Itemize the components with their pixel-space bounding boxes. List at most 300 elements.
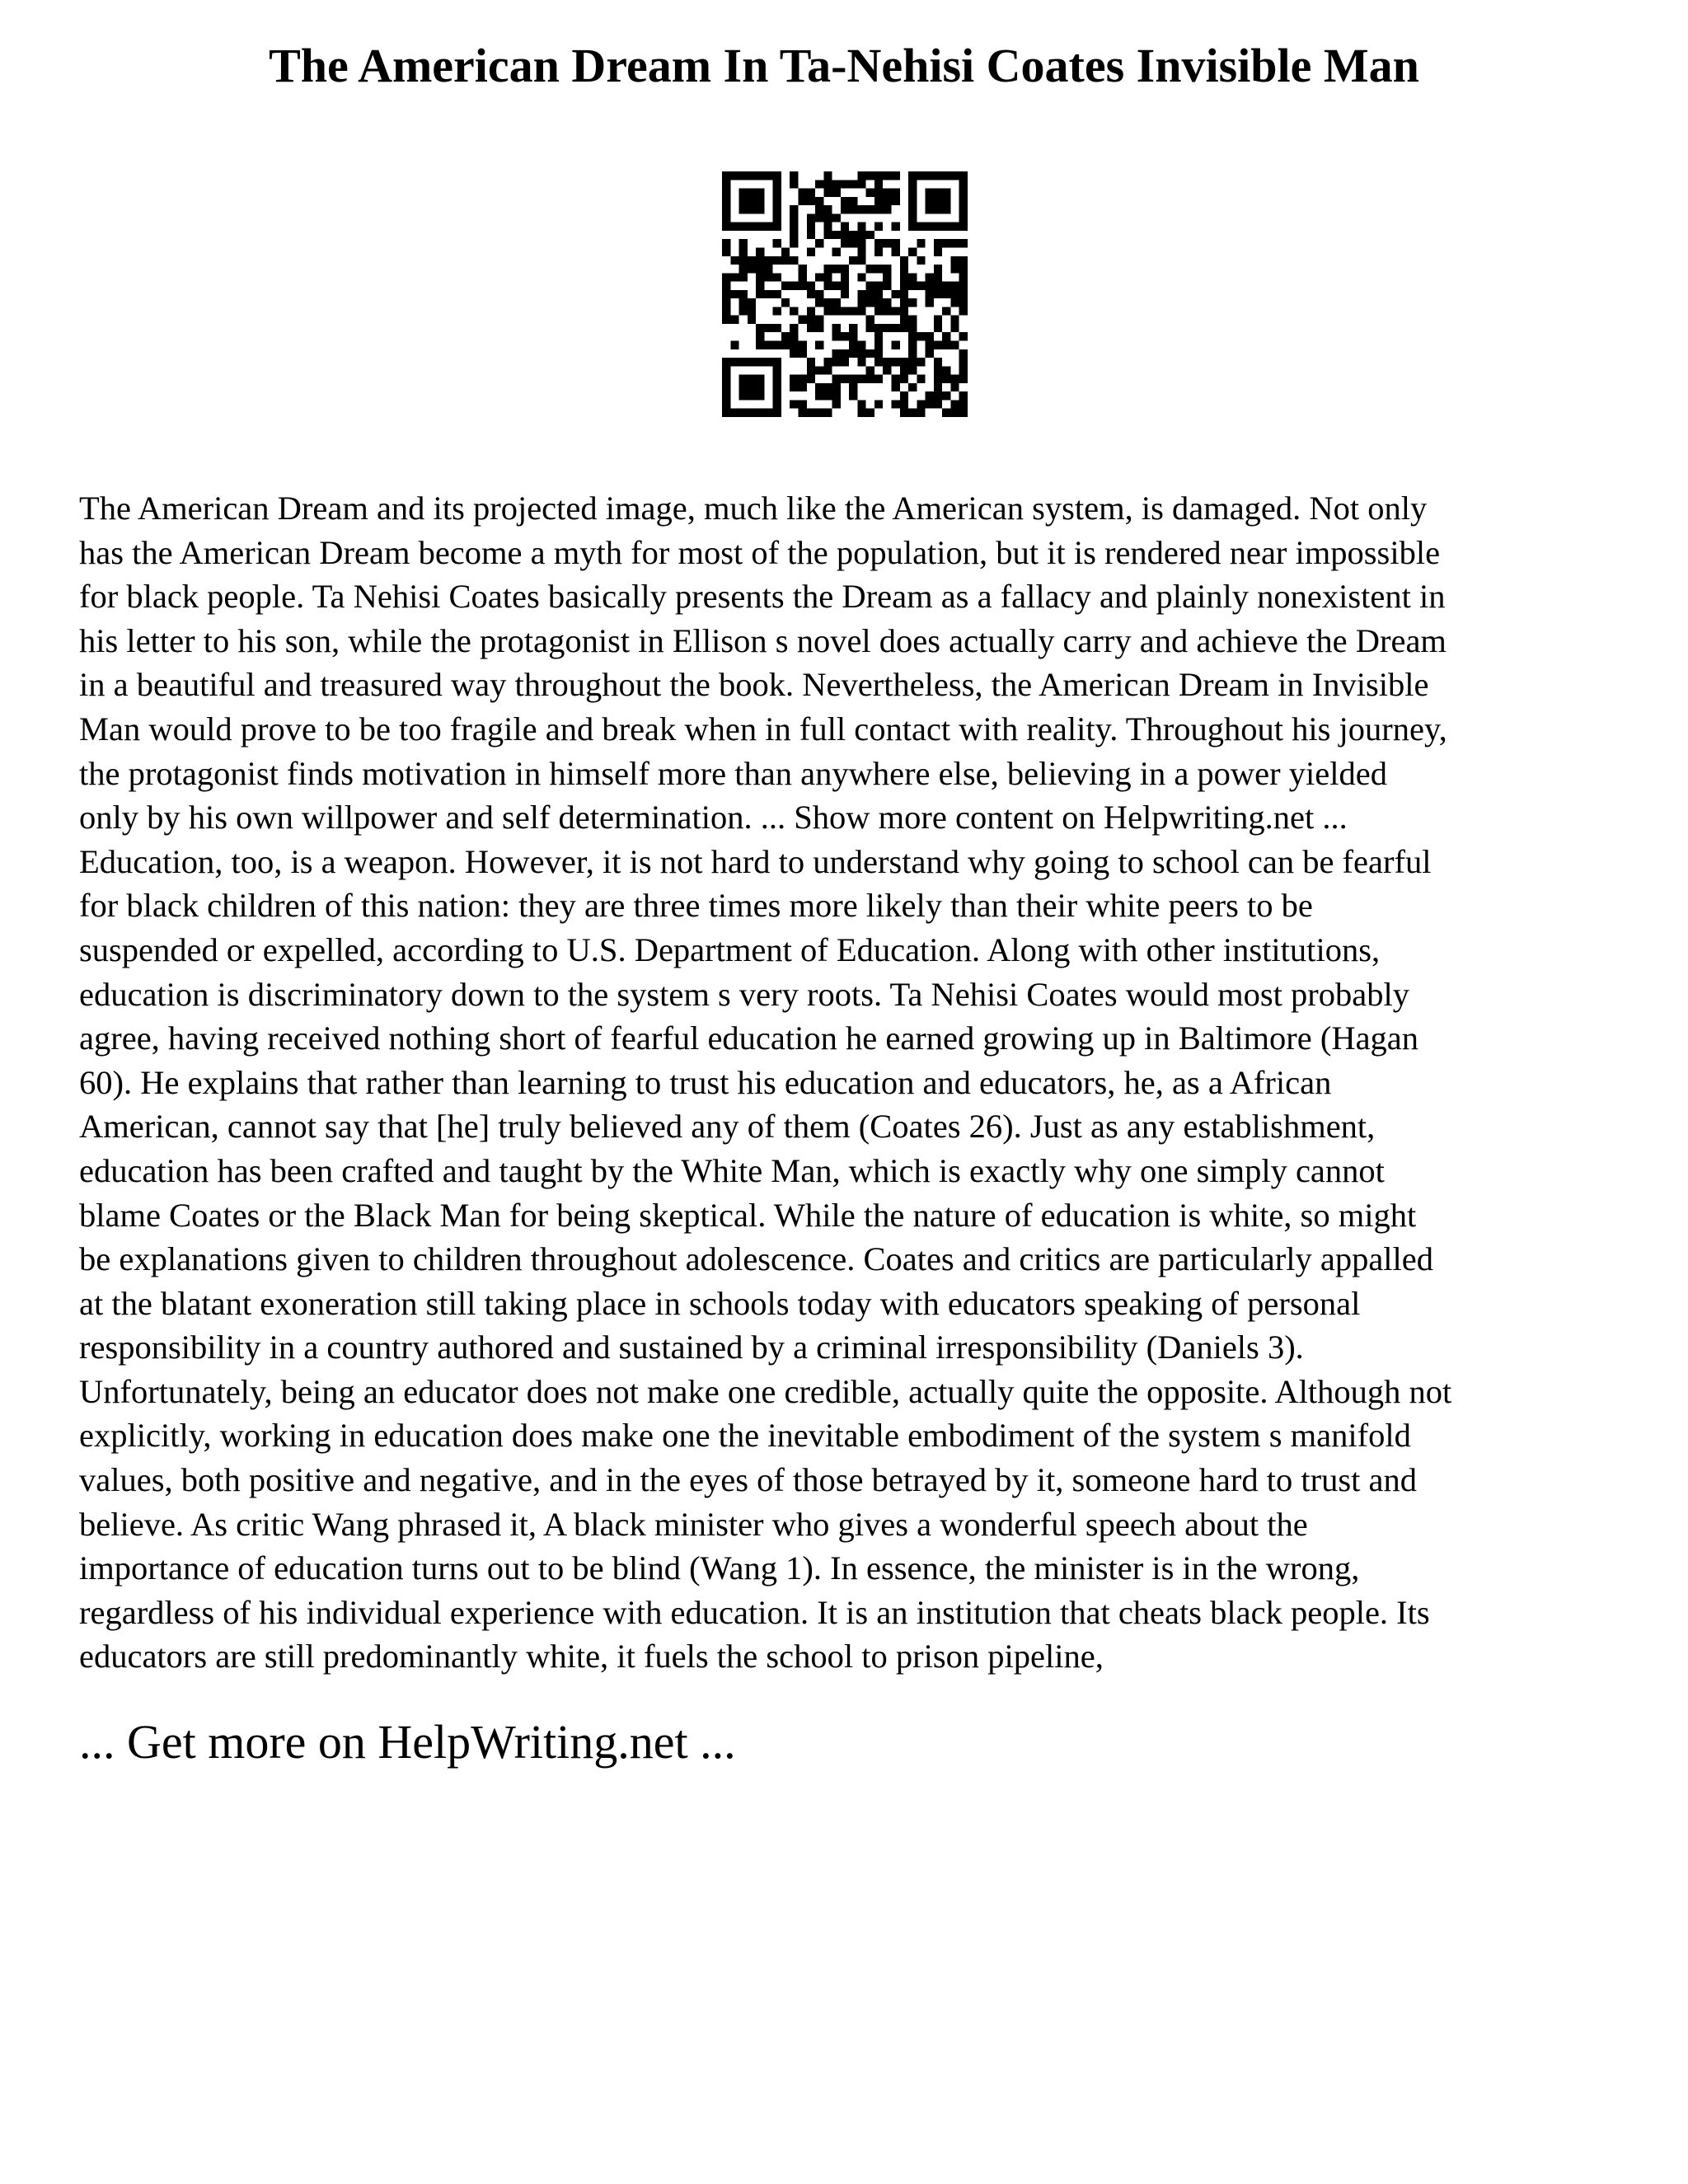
qr-module bbox=[926, 273, 934, 281]
qr-module bbox=[866, 298, 874, 307]
qr-module bbox=[764, 171, 772, 180]
qr-module bbox=[730, 316, 738, 324]
qr-module bbox=[756, 273, 764, 281]
qr-module bbox=[857, 273, 865, 281]
qr-module bbox=[773, 358, 781, 366]
qr-module bbox=[756, 189, 764, 197]
qr-module bbox=[857, 341, 865, 349]
qr-module bbox=[823, 383, 832, 391]
text-line: educators are still predominantly white, it fuels the school to prison pipeline, bbox=[79, 1638, 1104, 1675]
qr-module bbox=[798, 273, 806, 281]
qr-module bbox=[874, 189, 883, 197]
text-line: explicitly, working in education does make one the inevitable embodiment of the system s manifold bbox=[79, 1417, 1411, 1455]
qr-module bbox=[892, 223, 900, 231]
qr-module bbox=[773, 366, 781, 374]
qr-module bbox=[823, 265, 832, 273]
qr-module bbox=[815, 180, 823, 188]
qr-module bbox=[849, 307, 857, 315]
text-line: in a beautiful and treasured way throughout the book. Nevertheless, the American Dream in Invisible bbox=[79, 666, 1429, 704]
qr-module bbox=[866, 366, 874, 374]
qr-module bbox=[866, 265, 874, 273]
qr-module bbox=[815, 366, 823, 374]
qr-module bbox=[959, 375, 968, 383]
qr-module bbox=[722, 197, 730, 205]
qr-module bbox=[748, 265, 756, 273]
qr-module bbox=[942, 409, 950, 417]
qr-module bbox=[926, 189, 934, 197]
qr-module bbox=[892, 375, 900, 383]
text-line: importance of education turns out to be blind (Wang 1). In essence, the minister is in the wrong, bbox=[79, 1549, 1360, 1587]
qr-module bbox=[722, 383, 730, 391]
qr-module bbox=[730, 256, 738, 265]
qr-module bbox=[798, 189, 806, 197]
qr-module bbox=[849, 391, 857, 400]
qr-module bbox=[908, 341, 917, 349]
qr-module bbox=[730, 341, 738, 349]
qr-module bbox=[942, 366, 950, 374]
qr-module bbox=[917, 332, 925, 340]
qr-module bbox=[815, 341, 823, 349]
qr-module bbox=[764, 223, 772, 231]
qr-module bbox=[849, 375, 857, 383]
qr-module bbox=[807, 307, 815, 315]
text-line: be explanations given to children throughout adolescence. Coates and critics are particularly appalled bbox=[79, 1240, 1434, 1278]
qr-module bbox=[748, 409, 756, 417]
qr-module bbox=[883, 265, 891, 273]
qr-module bbox=[892, 247, 900, 255]
qr-module bbox=[722, 205, 730, 213]
qr-module bbox=[798, 383, 806, 391]
qr-module bbox=[790, 307, 798, 315]
qr-module bbox=[773, 341, 781, 349]
qr-module bbox=[892, 197, 900, 205]
qr-module bbox=[756, 205, 764, 213]
qr-module bbox=[815, 324, 823, 332]
qr-module bbox=[900, 400, 908, 408]
qr-module bbox=[739, 307, 748, 315]
qr-module bbox=[815, 197, 823, 205]
qr-module bbox=[756, 332, 764, 340]
qr-module bbox=[934, 197, 942, 205]
qr-module bbox=[798, 265, 806, 273]
qr-module bbox=[926, 332, 934, 340]
qr-module bbox=[934, 189, 942, 197]
qr-module bbox=[815, 239, 823, 247]
qr-module bbox=[764, 256, 772, 265]
qr-module bbox=[934, 400, 942, 408]
qr-module bbox=[874, 223, 883, 231]
qr-module bbox=[748, 223, 756, 231]
text-line: education has been crafted and taught by the White Man, which is exactly why one simply cannot bbox=[79, 1151, 1385, 1189]
qr-module bbox=[934, 324, 942, 332]
qr-module bbox=[722, 307, 730, 315]
qr-module bbox=[950, 383, 959, 391]
qr-module bbox=[773, 290, 781, 298]
qr-module bbox=[908, 197, 917, 205]
qr-module bbox=[857, 375, 865, 383]
qr-module bbox=[883, 298, 891, 307]
qr-module bbox=[773, 307, 781, 315]
qr-module bbox=[959, 282, 968, 290]
qr-module bbox=[798, 316, 806, 324]
qr-module bbox=[781, 282, 790, 290]
qr-module bbox=[722, 375, 730, 383]
text-line: responsibility in a country authored and sustained by a criminal irresponsibility (Daniels 3). bbox=[79, 1329, 1304, 1366]
qr-module bbox=[815, 273, 823, 281]
text-line: for black people. Ta Nehisi Coates basically presents the Dream as a fallacy and plainly nonexistent in bbox=[79, 578, 1446, 616]
qr-module bbox=[849, 324, 857, 332]
qr-module bbox=[756, 256, 764, 265]
qr-module bbox=[790, 239, 798, 247]
qr-module bbox=[950, 375, 959, 383]
qr-module bbox=[934, 316, 942, 324]
qr-module bbox=[798, 197, 806, 205]
qr-module bbox=[764, 273, 772, 281]
text-line: Man would prove to be too fragile and break when in full contact with reality. Throughout his journey, bbox=[79, 710, 1447, 748]
qr-module bbox=[900, 324, 908, 332]
qr-module bbox=[892, 341, 900, 349]
qr-module bbox=[874, 324, 883, 332]
qr-module bbox=[934, 290, 942, 298]
qr-module bbox=[722, 290, 730, 298]
qr-module bbox=[874, 349, 883, 358]
qr-module bbox=[866, 409, 874, 417]
qr-module bbox=[832, 213, 841, 222]
qr-module bbox=[841, 265, 849, 273]
qr-module bbox=[807, 290, 815, 298]
text-line: suspended or expelled, according to U.S. Department of Education. Along with other institutions, bbox=[79, 930, 1381, 968]
qr-module bbox=[908, 366, 917, 374]
qr-module bbox=[866, 349, 874, 358]
qr-module bbox=[950, 400, 959, 408]
qr-module bbox=[959, 332, 968, 340]
qr-module bbox=[730, 223, 738, 231]
qr-module bbox=[841, 197, 849, 205]
qr-module bbox=[773, 180, 781, 188]
qr-module bbox=[739, 197, 748, 205]
qr-module bbox=[756, 282, 764, 290]
qr-module bbox=[959, 358, 968, 366]
text-line: at the blatant exoneration still taking place in schools today with educators speaking of personal bbox=[79, 1284, 1361, 1322]
get-more-link[interactable]: ... Get more on HelpWriting.net ... bbox=[79, 1715, 736, 1769]
qr-module bbox=[900, 391, 908, 400]
qr-module bbox=[748, 358, 756, 366]
qr-module bbox=[874, 180, 883, 188]
qr-module bbox=[959, 205, 968, 213]
qr-module bbox=[934, 366, 942, 374]
qr-module bbox=[832, 375, 841, 383]
qr-module bbox=[756, 358, 764, 366]
qr-module bbox=[950, 341, 959, 349]
qr-module bbox=[959, 213, 968, 222]
qr-module bbox=[849, 256, 857, 265]
qr-module bbox=[807, 197, 815, 205]
text-line: blame Coates or the Black Man for being skeptical. While the nature of education is white, so might bbox=[79, 1196, 1417, 1234]
qr-module bbox=[807, 282, 815, 290]
qr-module bbox=[790, 282, 798, 290]
qr-module bbox=[841, 307, 849, 315]
qr-module bbox=[934, 341, 942, 349]
qr-module bbox=[934, 171, 942, 180]
qr-module bbox=[866, 324, 874, 332]
qr-module bbox=[849, 197, 857, 205]
qr-module bbox=[959, 366, 968, 374]
qr-module bbox=[841, 231, 849, 239]
qr-module bbox=[781, 341, 790, 349]
qr-module bbox=[926, 282, 934, 290]
qr-module bbox=[773, 197, 781, 205]
qr-module bbox=[773, 189, 781, 197]
qr-module bbox=[900, 273, 908, 281]
qr-module bbox=[815, 213, 823, 222]
qr-module bbox=[942, 341, 950, 349]
qr-module bbox=[883, 324, 891, 332]
qr-module bbox=[807, 316, 815, 324]
qr-module bbox=[959, 391, 968, 400]
qr-module bbox=[959, 349, 968, 358]
qr-module bbox=[900, 358, 908, 366]
qr-module bbox=[959, 197, 968, 205]
qr-module bbox=[892, 189, 900, 197]
text-line: regardless of his individual experience with education. It is an institution that cheats black people. Its bbox=[79, 1593, 1430, 1631]
qr-module bbox=[841, 239, 849, 247]
qr-module bbox=[883, 366, 891, 374]
qr-module bbox=[959, 409, 968, 417]
qr-module bbox=[781, 256, 790, 265]
qr-module bbox=[934, 358, 942, 366]
text-line: education is discriminatory down to the system s very roots. Ta Nehisi Coates would most probably bbox=[79, 975, 1409, 1013]
qr-module bbox=[908, 409, 917, 417]
qr-module bbox=[764, 341, 772, 349]
document-title: The American Dream In Ta-Nehisi Coates Invisible Man bbox=[269, 39, 1419, 92]
qr-module bbox=[773, 375, 781, 383]
qr-module bbox=[790, 171, 798, 180]
text-line: agree, having received nothing short of fearful education he earned growing up in Baltimore (Hagan bbox=[79, 1019, 1419, 1057]
qr-module bbox=[934, 391, 942, 400]
qr-module bbox=[739, 223, 748, 231]
qr-module bbox=[722, 213, 730, 222]
qr-module bbox=[730, 409, 738, 417]
qr-module bbox=[857, 180, 865, 188]
qr-module bbox=[908, 247, 917, 255]
qr-module bbox=[764, 290, 772, 298]
qr-module bbox=[832, 189, 841, 197]
qr-module bbox=[773, 409, 781, 417]
qr-module bbox=[950, 239, 959, 247]
qr-module bbox=[934, 239, 942, 247]
qr-module bbox=[790, 223, 798, 231]
qr-module bbox=[773, 239, 781, 247]
qr-module bbox=[849, 332, 857, 340]
text-line: 60). He explains that rather than learning to trust his education and educators, he, as a African bbox=[79, 1063, 1332, 1101]
qr-module bbox=[790, 231, 798, 239]
qr-module bbox=[798, 349, 806, 358]
qr-module bbox=[798, 409, 806, 417]
qr-module bbox=[917, 358, 925, 366]
qr-module bbox=[908, 298, 917, 307]
qr-module bbox=[823, 409, 832, 417]
qr-module bbox=[857, 307, 865, 315]
qr-module bbox=[874, 239, 883, 247]
qr-module bbox=[857, 256, 865, 265]
qr-module bbox=[790, 213, 798, 222]
qr-module bbox=[739, 409, 748, 417]
qr-module bbox=[807, 358, 815, 366]
qr-module bbox=[926, 400, 934, 408]
qr-module bbox=[832, 349, 841, 358]
qr-module bbox=[823, 391, 832, 400]
qr-module bbox=[739, 358, 748, 366]
qr-module bbox=[883, 358, 891, 366]
qr-module bbox=[790, 349, 798, 358]
qr-module bbox=[950, 290, 959, 298]
qr-module bbox=[722, 358, 730, 366]
qr-module bbox=[832, 231, 841, 239]
qr-module bbox=[849, 205, 857, 213]
qr-module bbox=[739, 375, 748, 383]
qr-module bbox=[739, 247, 748, 255]
qr-module bbox=[832, 391, 841, 400]
qr-module bbox=[756, 383, 764, 391]
qr-module bbox=[950, 298, 959, 307]
qr-module bbox=[764, 409, 772, 417]
qr-module bbox=[841, 349, 849, 358]
qr-module bbox=[917, 171, 925, 180]
body-paragraph bbox=[79, 486, 1620, 1679]
qr-module bbox=[866, 205, 874, 213]
qr-module bbox=[926, 290, 934, 298]
qr-module bbox=[959, 273, 968, 281]
qr-module bbox=[908, 383, 917, 391]
qr-module bbox=[722, 223, 730, 231]
qr-module bbox=[823, 282, 832, 290]
qr-module bbox=[959, 171, 968, 180]
qr-module bbox=[926, 197, 934, 205]
qr-module bbox=[908, 273, 917, 281]
qr-module bbox=[832, 400, 841, 408]
text-line: the protagonist finds motivation in himself more than anywhere else, believing in a power yielded bbox=[79, 754, 1387, 792]
qr-module bbox=[926, 349, 934, 358]
qr-module bbox=[917, 282, 925, 290]
qr-module bbox=[942, 189, 950, 197]
qr-module bbox=[892, 324, 900, 332]
qr-module bbox=[798, 375, 806, 383]
qr-module bbox=[790, 400, 798, 408]
qr-module bbox=[807, 366, 815, 374]
qr-module bbox=[874, 307, 883, 315]
qr-module bbox=[832, 298, 841, 307]
qr-module bbox=[900, 256, 908, 265]
qr-module bbox=[900, 307, 908, 315]
qr-module bbox=[756, 324, 764, 332]
qr-module bbox=[900, 316, 908, 324]
qr-module bbox=[934, 205, 942, 213]
qr-module bbox=[756, 171, 764, 180]
qr-module bbox=[790, 332, 798, 340]
qr-module bbox=[866, 189, 874, 197]
qr-module bbox=[857, 400, 865, 408]
qr-module bbox=[874, 341, 883, 349]
qr-module bbox=[748, 171, 756, 180]
qr-module bbox=[773, 391, 781, 400]
qr-module bbox=[841, 205, 849, 213]
qr-module bbox=[942, 290, 950, 298]
qr-module bbox=[874, 298, 883, 307]
qr-module bbox=[926, 205, 934, 213]
qr-module bbox=[739, 171, 748, 180]
qr-module bbox=[942, 171, 950, 180]
qr-module bbox=[748, 307, 756, 315]
qr-module bbox=[874, 171, 883, 180]
qr-module bbox=[841, 282, 849, 290]
qr-module bbox=[934, 383, 942, 391]
qr-module bbox=[866, 282, 874, 290]
text-line: only by his own willpower and self determination. ... Show more content on Helpwriting.net ... bbox=[79, 799, 1348, 837]
qr-module bbox=[849, 239, 857, 247]
text-line: Unfortunately, being an educator does not make one credible, actually quite the opposite. Although not bbox=[79, 1372, 1452, 1410]
qr-module bbox=[908, 324, 917, 332]
qr-module bbox=[739, 205, 748, 213]
qr-module bbox=[900, 298, 908, 307]
qr-module bbox=[773, 273, 781, 281]
qr-module bbox=[748, 197, 756, 205]
qr-module bbox=[883, 239, 891, 247]
qr-module bbox=[722, 273, 730, 281]
qr-module bbox=[823, 273, 832, 281]
qr-module bbox=[942, 197, 950, 205]
qr-module bbox=[908, 282, 917, 290]
qr-module bbox=[722, 239, 730, 247]
qr-module bbox=[900, 366, 908, 374]
qr-module bbox=[942, 239, 950, 247]
qr-module bbox=[748, 298, 756, 307]
qr-module bbox=[866, 316, 874, 324]
qr-module bbox=[832, 247, 841, 255]
qr-module bbox=[841, 180, 849, 188]
qr-module bbox=[959, 265, 968, 273]
qr-module bbox=[942, 282, 950, 290]
qr-module bbox=[841, 223, 849, 231]
qr-module bbox=[857, 223, 865, 231]
qr-module bbox=[900, 409, 908, 417]
qr-module bbox=[934, 273, 942, 281]
qr-module bbox=[883, 273, 891, 281]
qr-module bbox=[832, 282, 841, 290]
qr-module bbox=[874, 282, 883, 290]
qr-module bbox=[823, 307, 832, 315]
qr-module bbox=[823, 180, 832, 188]
qr-module bbox=[857, 231, 865, 239]
qr-module bbox=[781, 247, 790, 255]
qr-module bbox=[926, 223, 934, 231]
qr-module bbox=[900, 282, 908, 290]
qr-module bbox=[866, 171, 874, 180]
text-line: has the American Dream become a myth for most of the population, but it is rendered near impossible bbox=[79, 533, 1441, 571]
qr-module bbox=[908, 316, 917, 324]
qr-module bbox=[722, 282, 730, 290]
qr-module bbox=[857, 290, 865, 298]
qr-module bbox=[790, 256, 798, 265]
qr-module bbox=[823, 298, 832, 307]
qr-module bbox=[942, 205, 950, 213]
text-line: values, both positive and negative, and in the eyes of those betrayed by it, someone hard to trust and bbox=[79, 1461, 1417, 1499]
qr-module bbox=[756, 391, 764, 400]
qr-module bbox=[764, 324, 772, 332]
qr-module bbox=[950, 282, 959, 290]
qr-module bbox=[950, 324, 959, 332]
qr-module bbox=[857, 205, 865, 213]
qr-module bbox=[756, 290, 764, 298]
